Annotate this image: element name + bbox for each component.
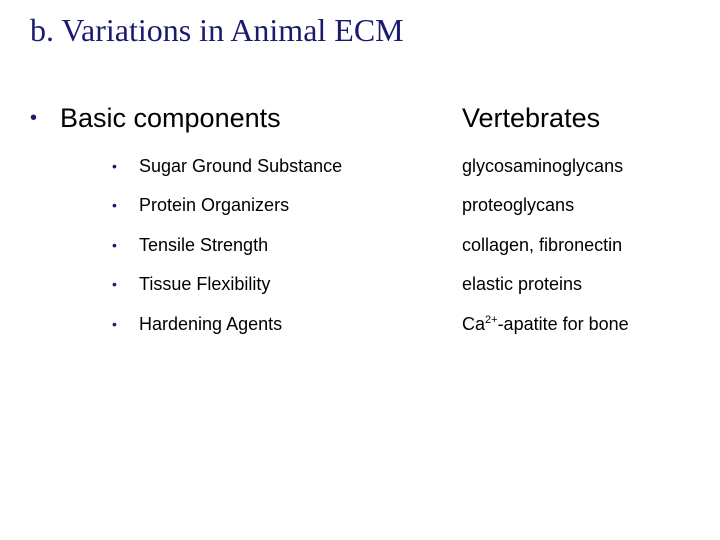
component-label: Hardening Agents [139,314,283,334]
vertebrate-value: proteoglycans [462,195,575,215]
vertebrate-prefix: Ca [462,314,486,334]
vertebrate-value: collagen, fibronectin [462,235,623,255]
component-label: Tensile Strength [139,235,269,255]
list-item [0,230,720,260]
vertebrate-suffix: -apatite for bone [497,314,629,334]
component-label: Protein Organizers [139,195,290,215]
list-item [0,269,720,299]
bullet-icon: • [30,107,38,129]
bullet-icon: • [112,316,117,332]
vertebrate-value [462,309,629,339]
right-heading: Vertebrates [462,103,601,133]
charge-superscript: 2+ [485,314,498,326]
list-item [0,190,720,220]
vertebrate-value: elastic proteins [462,274,583,294]
component-label: Tissue Flexibility [139,274,271,294]
vertebrate-value: glycosaminoglycans [462,156,624,176]
list-item [0,309,720,339]
bullet-icon: • [112,158,117,174]
component-label: Sugar Ground Substance [139,156,343,176]
bullet-icon: • [112,276,117,292]
list-item [0,151,720,181]
bullet-icon: • [112,237,117,253]
bullet-icon: • [112,197,117,213]
left-heading [30,98,281,138]
slide-title: b. Variations in Animal ECM [30,12,404,48]
left-heading-label: Basic components [60,103,281,133]
